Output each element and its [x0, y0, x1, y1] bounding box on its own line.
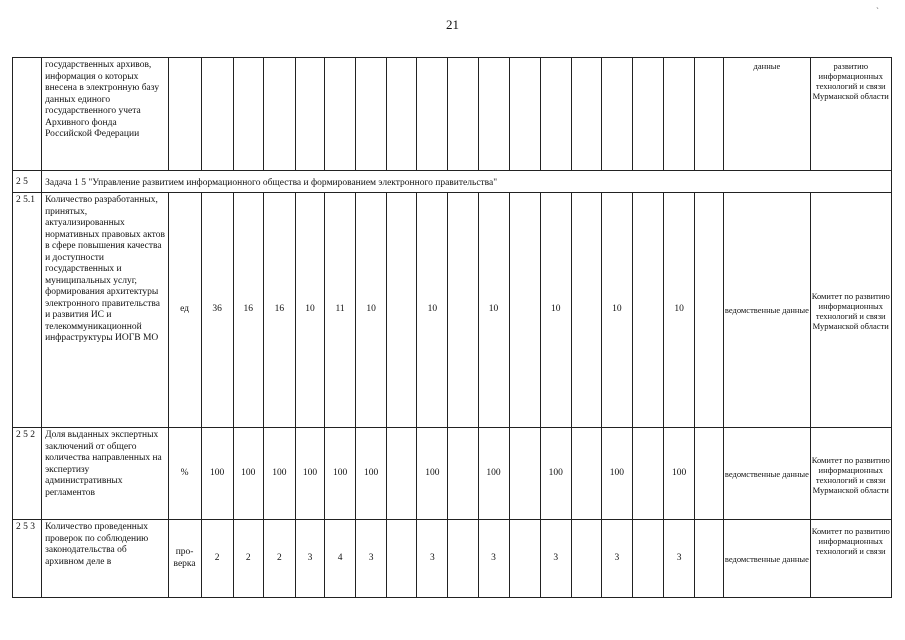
value-cell — [448, 520, 478, 598]
value-cell: 100 — [201, 428, 233, 520]
value-cell — [509, 428, 540, 520]
source-cell: ведомственные данные — [724, 193, 810, 428]
source-cell: ведомственные данные — [724, 428, 810, 520]
value-cell — [448, 428, 478, 520]
task-number: 2 5 — [13, 171, 42, 193]
value-cell — [356, 58, 387, 171]
unit-cell: % — [168, 428, 201, 520]
value-cell: 10 — [356, 193, 387, 428]
value-cell — [695, 58, 724, 171]
row-number: 2 5 3 — [13, 520, 42, 598]
value-cell — [571, 58, 601, 171]
task-row — [13, 171, 892, 193]
corner-mark: ` — [876, 6, 879, 16]
value-cell — [233, 58, 263, 171]
value-cell: 10 — [417, 193, 448, 428]
value-cell — [201, 58, 233, 171]
value-cell: 3 — [601, 520, 632, 598]
indicator-name: Количество проведенных проверок по соблюдению законодательства об архивном деле в — [42, 520, 168, 598]
value-cell: 100 — [664, 428, 695, 520]
value-cell — [695, 520, 724, 598]
value-cell — [601, 58, 632, 171]
value-cell: 100 — [540, 428, 571, 520]
value-cell — [478, 58, 509, 171]
value-cell: 2 — [233, 520, 263, 598]
value-cell — [695, 193, 724, 428]
value-cell — [571, 428, 601, 520]
value-cell — [695, 428, 724, 520]
value-cell — [571, 193, 601, 428]
value-cell — [263, 58, 295, 171]
value-cell — [632, 58, 663, 171]
value-cell: 100 — [295, 428, 324, 520]
value-cell: 100 — [356, 428, 387, 520]
indicator-name: Количество разработанных, принятых, актуализированных нормативных правовых актов в сфере повышения качества и доступности государственных и муниципальных услуг, формирования архитектуры электронного правительства и развития ИС и телекоммуникационной инфраструктуры ИОГВ МО — [42, 193, 168, 428]
value-cell — [509, 520, 540, 598]
value-cell: 3 — [356, 520, 387, 598]
responsible-cell: Комитет по развитию информационных технологий и связи Мурманской области — [810, 193, 891, 428]
table-row — [13, 520, 892, 598]
value-cell — [387, 58, 417, 171]
value-cell: 10 — [540, 193, 571, 428]
value-cell — [387, 520, 417, 598]
value-cell — [664, 58, 695, 171]
value-cell: 3 — [664, 520, 695, 598]
value-cell — [417, 58, 448, 171]
value-cell: 100 — [263, 428, 295, 520]
value-cell: 100 — [325, 428, 356, 520]
value-cell: 2 — [263, 520, 295, 598]
value-cell — [509, 58, 540, 171]
table-row — [13, 193, 892, 428]
value-cell: 2 — [201, 520, 233, 598]
value-cell — [387, 428, 417, 520]
value-cell: 10 — [295, 193, 324, 428]
value-cell — [540, 58, 571, 171]
value-cell — [632, 520, 663, 598]
unit-cell: про-верка — [168, 520, 201, 598]
source-cell: ведомственные данные — [724, 520, 810, 598]
value-cell — [632, 428, 663, 520]
value-cell: 36 — [201, 193, 233, 428]
value-cell — [632, 193, 663, 428]
table-row — [13, 428, 892, 520]
value-cell: 11 — [325, 193, 356, 428]
value-cell: 100 — [417, 428, 448, 520]
value-cell: 10 — [601, 193, 632, 428]
value-cell: 16 — [263, 193, 295, 428]
row-number: 2 5.1 — [13, 193, 42, 428]
value-cell — [387, 193, 417, 428]
value-cell: 4 — [325, 520, 356, 598]
value-cell: 100 — [601, 428, 632, 520]
responsible-cell: Комитет по развитию информационных технологий и связи — [810, 520, 891, 598]
value-cell — [448, 58, 478, 171]
value-cell — [448, 193, 478, 428]
value-cell: 100 — [233, 428, 263, 520]
value-cell — [325, 58, 356, 171]
value-cell — [571, 520, 601, 598]
indicators-table — [12, 57, 892, 598]
value-cell: 100 — [478, 428, 509, 520]
row-number: 2 5 2 — [13, 428, 42, 520]
page-number: 21 — [446, 17, 459, 32]
responsible-cell: Комитет по развитию информационных технологий и связи Мурманской области — [810, 428, 891, 520]
value-cell: 16 — [233, 193, 263, 428]
unit-cell — [168, 58, 201, 171]
value-cell — [295, 58, 324, 171]
table-row — [13, 58, 892, 171]
value-cell — [509, 193, 540, 428]
source-cell: данные — [724, 58, 810, 171]
value-cell: 10 — [478, 193, 509, 428]
indicator-name: государственных архивов, информация о которых внесена в электронную базу данных единого государственного учета Архивного фонда Российской Федерации — [42, 58, 168, 171]
indicator-name: Доля выданных экспертных заключений от общего количества направленных на экспертизу административных регламентов — [42, 428, 168, 520]
value-cell: 3 — [540, 520, 571, 598]
value-cell: 3 — [417, 520, 448, 598]
value-cell: 3 — [295, 520, 324, 598]
row-number — [13, 58, 42, 171]
unit-cell: ед — [168, 193, 201, 428]
value-cell: 10 — [664, 193, 695, 428]
value-cell: 3 — [478, 520, 509, 598]
responsible-cell: развитию информационных технологий и связи Мурманской области — [810, 58, 891, 171]
task-title: Задача 1 5 "Управление развитием информационного общества и формированием электронного правительства" — [42, 171, 892, 193]
